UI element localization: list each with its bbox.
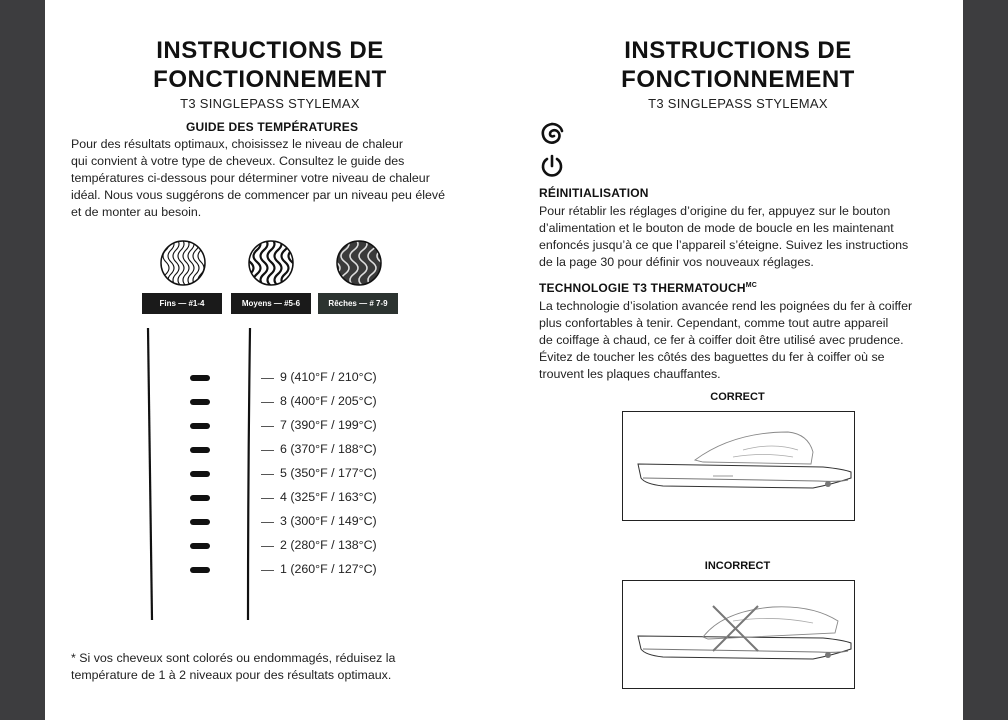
incorrect-illustration — [622, 580, 855, 689]
coarse-hair-icon — [334, 238, 384, 288]
temperature-guide-intro: Pour des résultats optimaux, choisissez le niveau de chaleur qui convient à votre type de cheveux. Consultez le guide des températures ci-dessous pour déterminer votre niveau de chaleur idéal. Nous vous suggérons de commencer par un niveau peu élevé et de monter au besoin. — [71, 137, 446, 219]
incorrect-grip-illustration — [623, 581, 854, 688]
thermatouch-text: La technologie d’isolation avancée rend les poignées du fer à coiffer plus confortables à tenir. Cependant, comme tout autre appareil de coiffage à chaud, ce fer à coiffer doit être utilisé avec prudence. Évitez de toucher les côtés des baguettes du fer à coiffer où se trouvent les plaques chauffantes. — [539, 299, 913, 381]
temp-level-8: 8 (400°F / 205°C) — [0, 394, 320, 410]
medium-hair-icon — [246, 238, 296, 288]
right-subtitle: T3 SINGLEPASS STYLEMAX — [648, 96, 828, 111]
temp-level-1: 1 (260°F / 127°C) — [0, 562, 320, 578]
temp-level-6: 6 (370°F / 188°C) — [0, 442, 320, 458]
hair-tag-medium: Moyens — #5-6 — [231, 293, 311, 314]
curl-mode-icon — [539, 121, 565, 147]
left-title: INSTRUCTIONS DE FONCTIONNEMENT — [153, 37, 387, 93]
footnote: * Si vos cheveux sont colorés ou endommagés, réduisez la température de 1 à 2 niveaux pour des résultats optimaux. — [71, 651, 396, 682]
right-title: INSTRUCTIONS DE FONCTIONNEMENT — [621, 37, 855, 93]
temperature-guide-title: GUIDE DES TEMPÉRATURES — [186, 120, 359, 134]
power-icon — [539, 153, 565, 179]
temp-level-9: 9 (410°F / 210°C) — [0, 370, 320, 386]
temp-level-3: 3 (300°F / 149°C) — [0, 514, 320, 530]
reset-title: RÉINITIALISATION — [539, 186, 649, 200]
correct-illustration — [622, 411, 855, 521]
thermatouch-title: TECHNOLOGIE T3 $THERMATOUCH^{MC}$ — [539, 281, 758, 295]
temp-level-4: 4 (325°F / 163°C) — [0, 490, 320, 506]
fine-hair-icon — [158, 238, 208, 288]
incorrect-caption: INCORRECT — [704, 560, 771, 572]
correct-grip-illustration — [623, 412, 854, 520]
hair-tag-fine: Fins — #1-4 — [142, 293, 222, 314]
hair-tag-coarse: Rêches — # 7-9 — [318, 293, 398, 314]
temp-level-7: 7 (390°F / 199°C) — [0, 418, 320, 434]
left-subtitle: T3 SINGLEPASS STYLEMAX — [180, 96, 360, 111]
correct-caption: CORRECT — [710, 391, 765, 403]
reset-text: Pour rétablir les réglages d’origine du fer, appuyez sur le bouton d’alimentation et le bouton de mode de boucle en les maintenant enfoncés jusqu’à ce que l’appareil s’éteigne. Suivez les instructions de la page 30 pour définir vos nouveaux réglages. — [539, 204, 909, 269]
temp-level-2: 2 (280°F / 138°C) — [0, 538, 320, 554]
temp-level-5: 5 (350°F / 177°C) — [0, 466, 320, 482]
